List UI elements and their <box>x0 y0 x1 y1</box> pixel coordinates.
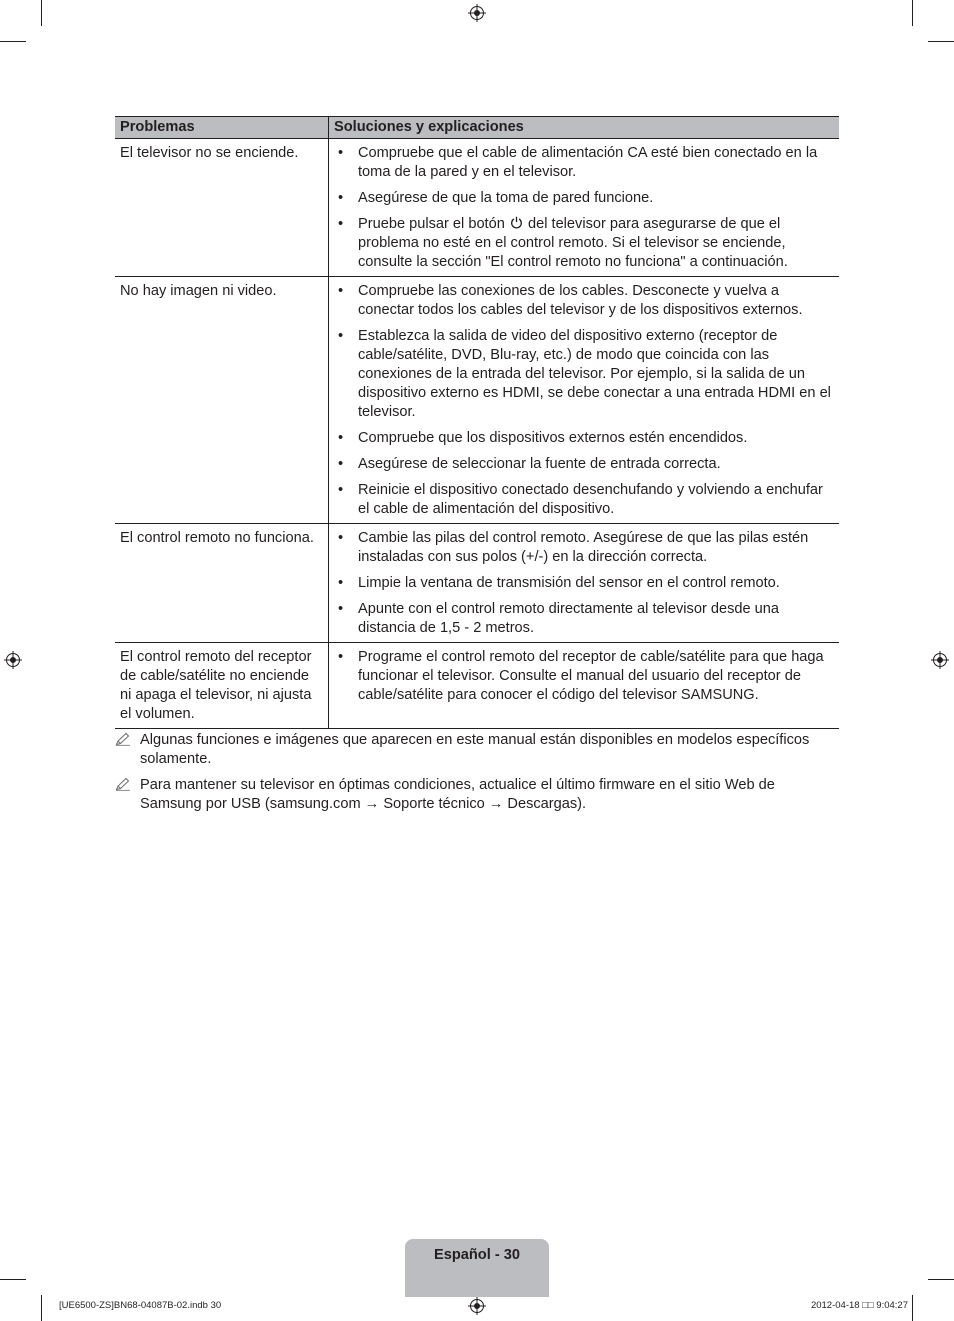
crop-mark <box>0 1279 26 1280</box>
solution-item <box>334 215 834 272</box>
registration-mark-icon <box>4 651 22 669</box>
crop-mark <box>928 1279 954 1280</box>
crop-mark <box>928 41 954 42</box>
pencil-note-icon <box>115 732 131 746</box>
solutions-cell <box>329 643 840 729</box>
solution-item: • Compruebe que los dispositivos externos estén encendidos. <box>334 429 834 448</box>
crop-mark <box>41 0 42 26</box>
solution-list <box>334 529 834 638</box>
solution-item: • Programe el control remoto del receptor de cable/satélite para que haga funcionar el televisor. Consulte el manual del usuario del receptor de cable/satélite para conocer el código del televisor SAMSUNG. <box>334 648 834 705</box>
solution-item: • Asegúrese de que la toma de pared funcione. <box>334 189 834 208</box>
solutions-cell <box>329 277 840 524</box>
notes-section <box>115 731 839 821</box>
registration-mark-icon <box>931 651 949 669</box>
note-item <box>115 776 839 814</box>
crop-mark <box>912 1295 913 1321</box>
solution-list <box>334 648 834 705</box>
solutions-cell <box>329 139 840 277</box>
solution-text: Pruebe pulsar el botón <box>358 216 505 232</box>
column-header-problems: Problemas <box>115 117 329 139</box>
table-row <box>115 524 839 643</box>
solution-text: del televisor para asegurarse de que el problema no esté en el control remoto. Si el televisor se enciende, consulte la sección "El control remoto no funciona" a continuación. <box>358 216 788 270</box>
crop-mark <box>0 41 26 42</box>
solution-list <box>334 144 834 272</box>
page-number-tab: Español - 30 <box>405 1239 549 1297</box>
solution-item: • Asegúrese de seleccionar la fuente de entrada correcta. <box>334 455 834 474</box>
print-slug-file: [UE6500-ZS]BN68-04087B-02.indb 30 <box>59 1300 222 1311</box>
problem-cell: No hay imagen ni video. <box>115 277 329 524</box>
crop-mark <box>41 1295 42 1321</box>
registration-mark-icon <box>468 1297 486 1315</box>
registration-mark-icon <box>468 4 486 22</box>
solution-list <box>334 282 834 519</box>
solution-item: • Limpie la ventana de transmisión del sensor en el control remoto. <box>334 574 834 593</box>
solution-item: • Compruebe las conexiones de los cables. Desconecte y vuelva a conectar todos los cables del televisor y de los dispositivos externos. <box>334 282 834 320</box>
crop-mark <box>912 0 913 26</box>
table-row <box>115 139 839 277</box>
solution-item: • Establezca la salida de video del dispositivo externo (receptor de cable/satélite, DVD, Blu-ray, etc.) de modo que coincida con las conexiones de la entrada del televisor. Por ejemplo, si la salida de un dispositivo externo es HDMI, se debe conectar a una entrada HDMI en el televisor. <box>334 327 834 422</box>
table-row <box>115 643 839 729</box>
column-header-solutions: Soluciones y explicaciones <box>329 117 840 139</box>
power-icon <box>510 216 523 229</box>
problem-cell: El control remoto del receptor de cable/satélite no enciende ni apaga el televisor, ni ajusta el volumen. <box>115 643 329 729</box>
solution-item: • Compruebe que el cable de alimentación CA esté bien conectado en la toma de la pared y en el televisor. <box>334 144 834 182</box>
problem-cell: El control remoto no funciona. <box>115 524 329 643</box>
solutions-cell <box>329 524 840 643</box>
print-slug-date: 2012-04-18 □□ 9:04:27 <box>810 1300 908 1311</box>
table-row <box>115 277 839 524</box>
troubleshooting-table <box>115 116 839 729</box>
problem-cell: El televisor no se enciende. <box>115 139 329 277</box>
pencil-note-icon <box>115 777 131 791</box>
note-item <box>115 731 839 769</box>
solution-item: • Reinicie el dispositivo conectado desenchufando y volviendo a enchufar el cable de alimentación del dispositivo. <box>334 481 834 519</box>
solution-item: • Cambie las pilas del control remoto. Asegúrese de que las pilas estén instaladas con sus polos (+/-) en la dirección correcta. <box>334 529 834 567</box>
note-text: Algunas funciones e imágenes que aparecen en este manual están disponibles en modelos específicos solamente. <box>140 732 810 767</box>
table-header-row <box>115 117 839 139</box>
note-text: Para mantener su televisor en óptimas condiciones, actualice el último firmware en el sitio Web de Samsung por USB (samsung.com → Soporte técnico → Descargas). <box>140 777 775 812</box>
solution-item: • Apunte con el control remoto directamente al televisor desde una distancia de 1,5 - 2 metros. <box>334 600 834 638</box>
